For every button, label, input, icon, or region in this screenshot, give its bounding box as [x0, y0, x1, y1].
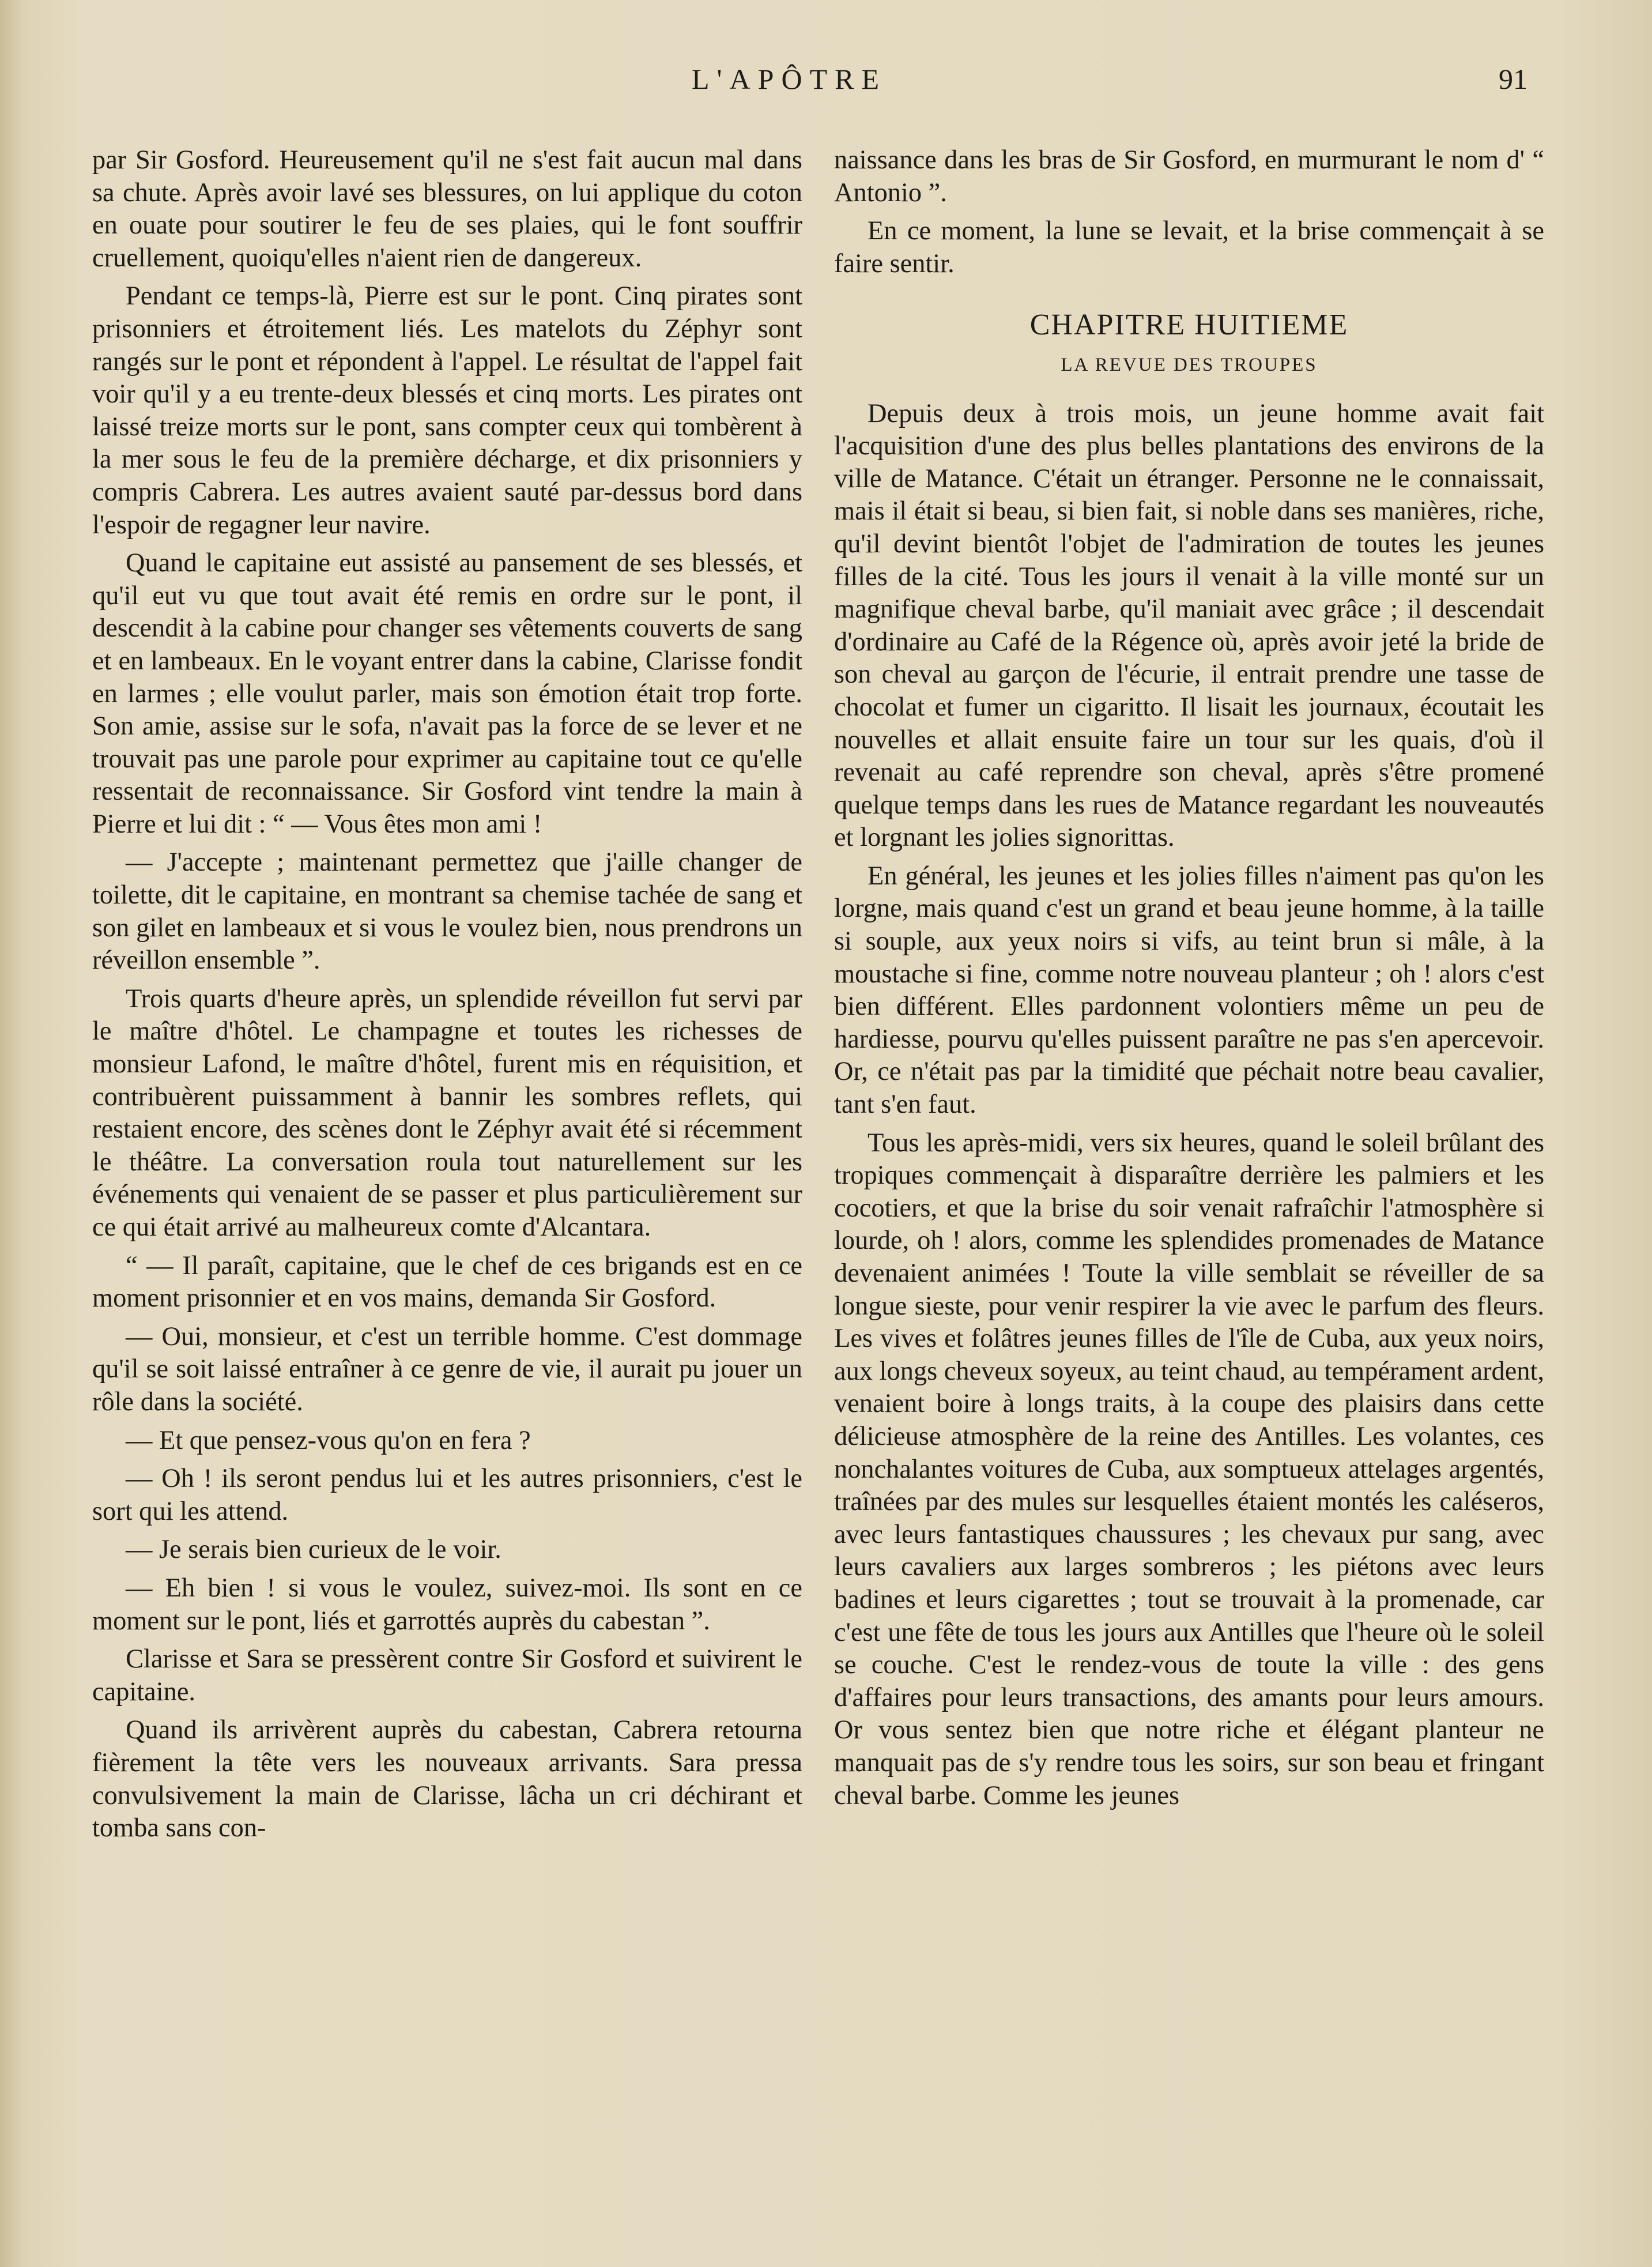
chapter-title: CHAPITRE HUITIEME: [1029, 308, 1349, 342]
paragraph: Depuis deux à trois mois, un jeune homme avait fait l'acquisition d'une des plus belles plantations des environs de la ville de Matance. C'était un étranger. Personne ne le connaissait, mais il était si beau, si bien fait, si noble dans ses manières, riche, qu'il devint bientôt l'objet de l'admiration de toutes les jeunes filles de la cité. Tous les jours il venait à la ville monté sur un magnifique cheval barbe, qu'il maniait avec grâce ; il descendait d'ordinaire au Café de la Régence où, après avoir jeté la bride de son cheval au garçon de l'écurie, il entrait prendre une tasse de chocolat et fumer un cigaritto. Il lisait les journaux, écoutait les nouvelles et allait ensuite faire un tour sur les quais, d'où il revenait au café reprendre son cheval, après s'être promené quelque temps dans les rues de Matance regardant les nouveautés et lorgnant les jolies signorittas.: [834, 398, 1544, 853]
paragraph: naissance dans les bras de Sir Gosford, en murmurant le nom d' “ Antonio ”.: [834, 145, 1544, 208]
paragraph: “ — Il paraît, capitaine, que le chef de ces brigands est en ce moment prisonnier et en vos mains, demanda Sir Gosford.: [92, 1251, 802, 1313]
paragraph: Tous les après-midi, vers six heures, quand le soleil brûlant des tropiques commençait à disparaître derrière les palmiers et les cocotiers, et que la brise du soir venait rafraîchir l'atmosphère si lourde, oh ! alors, comme les splendides promenades de Matance devenaient animées ! Toute la ville semblait se réveiller de sa longue sieste, pour venir respirer la vie avec le parfum des fleurs. Les vives et folâtres jeunes filles de l'île de Cuba, aux yeux noirs, aux longs cheveux soyeux, au teint chaud, au tempérament ardent, venaient boire à longs traits, à la coupe des plaisirs dans cette délicieuse atmosphère de la reine des Antilles. Les volantes, ces nonchalantes voitures de Cuba, aux somptueux attelages argentés, traînées par des mules sur lesquelles étaient montés les caléseros, avec leurs fantastiques chaussures ; les chevaux pur sang, avec leurs cavaliers aux larges sombreros ; les piétons avec leurs badines et leurs cigarettes ; tout se trouvait à la promenade, car c'est une fête de tous les jours aux Antilles que l'heure où le soleil se couche. C'est le rendez-vous de toute la ville : des gens d'affaires pour leurs transactions, des amants pour leurs amours. Or vous sentez bien que notre riche et élégant planteur ne manquait pas de s'y rendre tous les soirs, sur son beau et fringant cheval barbe. Comme les jeunes: [834, 1128, 1544, 1810]
paragraph: Quand le capitaine eut assisté au pansement de ses blessés, et qu'il eut vu que tout avait été remis en ordre sur le pont, il descendit à la cabine pour changer ses vêtements couverts de sang et en lambeaux. En le voyant entrer dans la cabine, Clarisse fondit en larmes ; elle voulut parler, mais son émotion était trop forte. Son amie, assise sur le sofa, n'avait pas la force de se lever et ne trouvait pas une parole pour exprimer au capitaine tout ce qu'elle ressentait de reconnaissance. Sir Gosford vint tendre la main à Pierre et lui dit : “ — Vous êtes mon ami !: [92, 548, 802, 839]
paragraph: Trois quarts d'heure après, un splendide réveillon fut servi par le maître d'hôtel. Le champagne et toutes les richesses de monsieur Lafond, le maître d'hôtel, furent mis en réquisition, et contribuèrent puissamment à bannir les sombres reflets, qui restaient encore, des scènes dont le Zéphyr avait été si récemment le théâtre. La conversation roula tout naturellement sur les événements qui venaient de se passer et plus particulièrement sur ce qui était arrivé au malheureux comte d'Alcantara.: [92, 984, 802, 1242]
page-number: 91: [1499, 63, 1527, 95]
paragraph: Quand ils arrivèrent auprès du cabestan, Cabrera retourna fièrement la tête vers les nouveaux arrivants. Sara pressa convulsivement la main de Clarisse, lâcha un cri déchirant et tomba sans con-: [92, 1715, 802, 1843]
paragraph: En général, les jeunes et les jolies filles n'aiment pas qu'on les lorgne, mais quand c'est un grand et beau jeune homme, à la taille si souple, aux yeux noirs si vifs, au teint brun si mâle, à la moustache si fine, comme notre nouveau planteur ; oh ! alors c'est bien différent. Elles pardonnent volontiers même un peu de hardiesse, pourvu qu'elles puissent paraître ne pas s'en apercevoir. Or, ce n'était pas par la timidité que péchait notre beau cavalier, tant s'en faut.: [834, 861, 1544, 1120]
paragraph: — J'accepte ; maintenant permettez que j'aille changer de toilette, dit le capitaine, en montrant sa chemise tachée de sang et son gilet en lambeaux et si vous le voulez bien, nous prendrons un réveillon ensemble ”.: [92, 848, 802, 976]
paragraph: Pendant ce temps-là, Pierre est sur le pont. Cinq pirates sont prisonniers et étroitement liés. Les matelots du Zéphyr sont rangés sur le pont et répondent à l'appel. Le résultat de l'appel fait voir qu'il y a eu trente-deux blessés et cinq morts. Les pirates ont laissé treize morts sur le pont, sans compter ceux qui tombèrent à la mer sous le feu de la première décharge, et dix prisonniers y compris Cabrera. Les autres avaient sauté par-dessus bord dans l'espoir de regagner leur navire.: [92, 281, 802, 540]
chapter-subtitle: LA REVUE DES TROUPES: [1061, 354, 1318, 375]
page-header: [0, 62, 1652, 103]
paragraph: — Oui, monsieur, et c'est un terrible homme. C'est dommage qu'il se soit laissé entraîner à ce genre de vie, il aurait pu jouer un rôle dans la société.: [92, 1321, 802, 1417]
paragraph: — Et que pensez-vous qu'on en fera ?: [126, 1425, 531, 1455]
running-title: L'APÔTRE: [692, 63, 887, 95]
paragraph: — Oh ! ils seront pendus lui et les autres prisonniers, c'est le sort qui les attend.: [92, 1464, 802, 1526]
paragraph: En ce moment, la lune se levait, et la brise commençait à se faire sentir.: [834, 216, 1544, 278]
paragraph: par Sir Gosford. Heureusement qu'il ne s'est fait aucun mal dans sa chute. Après avoir lavé ses blessures, on lui applique du coton en ouate pour soutirer le feu de ses plaies, qui le font souffrir cruellement, quoiqu'elles n'aient rien de dangereux.: [92, 145, 802, 273]
left-column: [92, 144, 802, 1851]
paragraph: — Eh bien ! si vous le voulez, suivez-moi. Ils sont en ce moment sur le pont, liés et garrottés auprès du cabestan ”.: [92, 1573, 802, 1636]
paragraph: — Je serais bien curieux de le voir.: [126, 1535, 501, 1565]
paragraph: Clarisse et Sara se pressèrent contre Sir Gosford et suivirent le capitaine.: [92, 1644, 802, 1707]
right-column: [834, 144, 1544, 1818]
